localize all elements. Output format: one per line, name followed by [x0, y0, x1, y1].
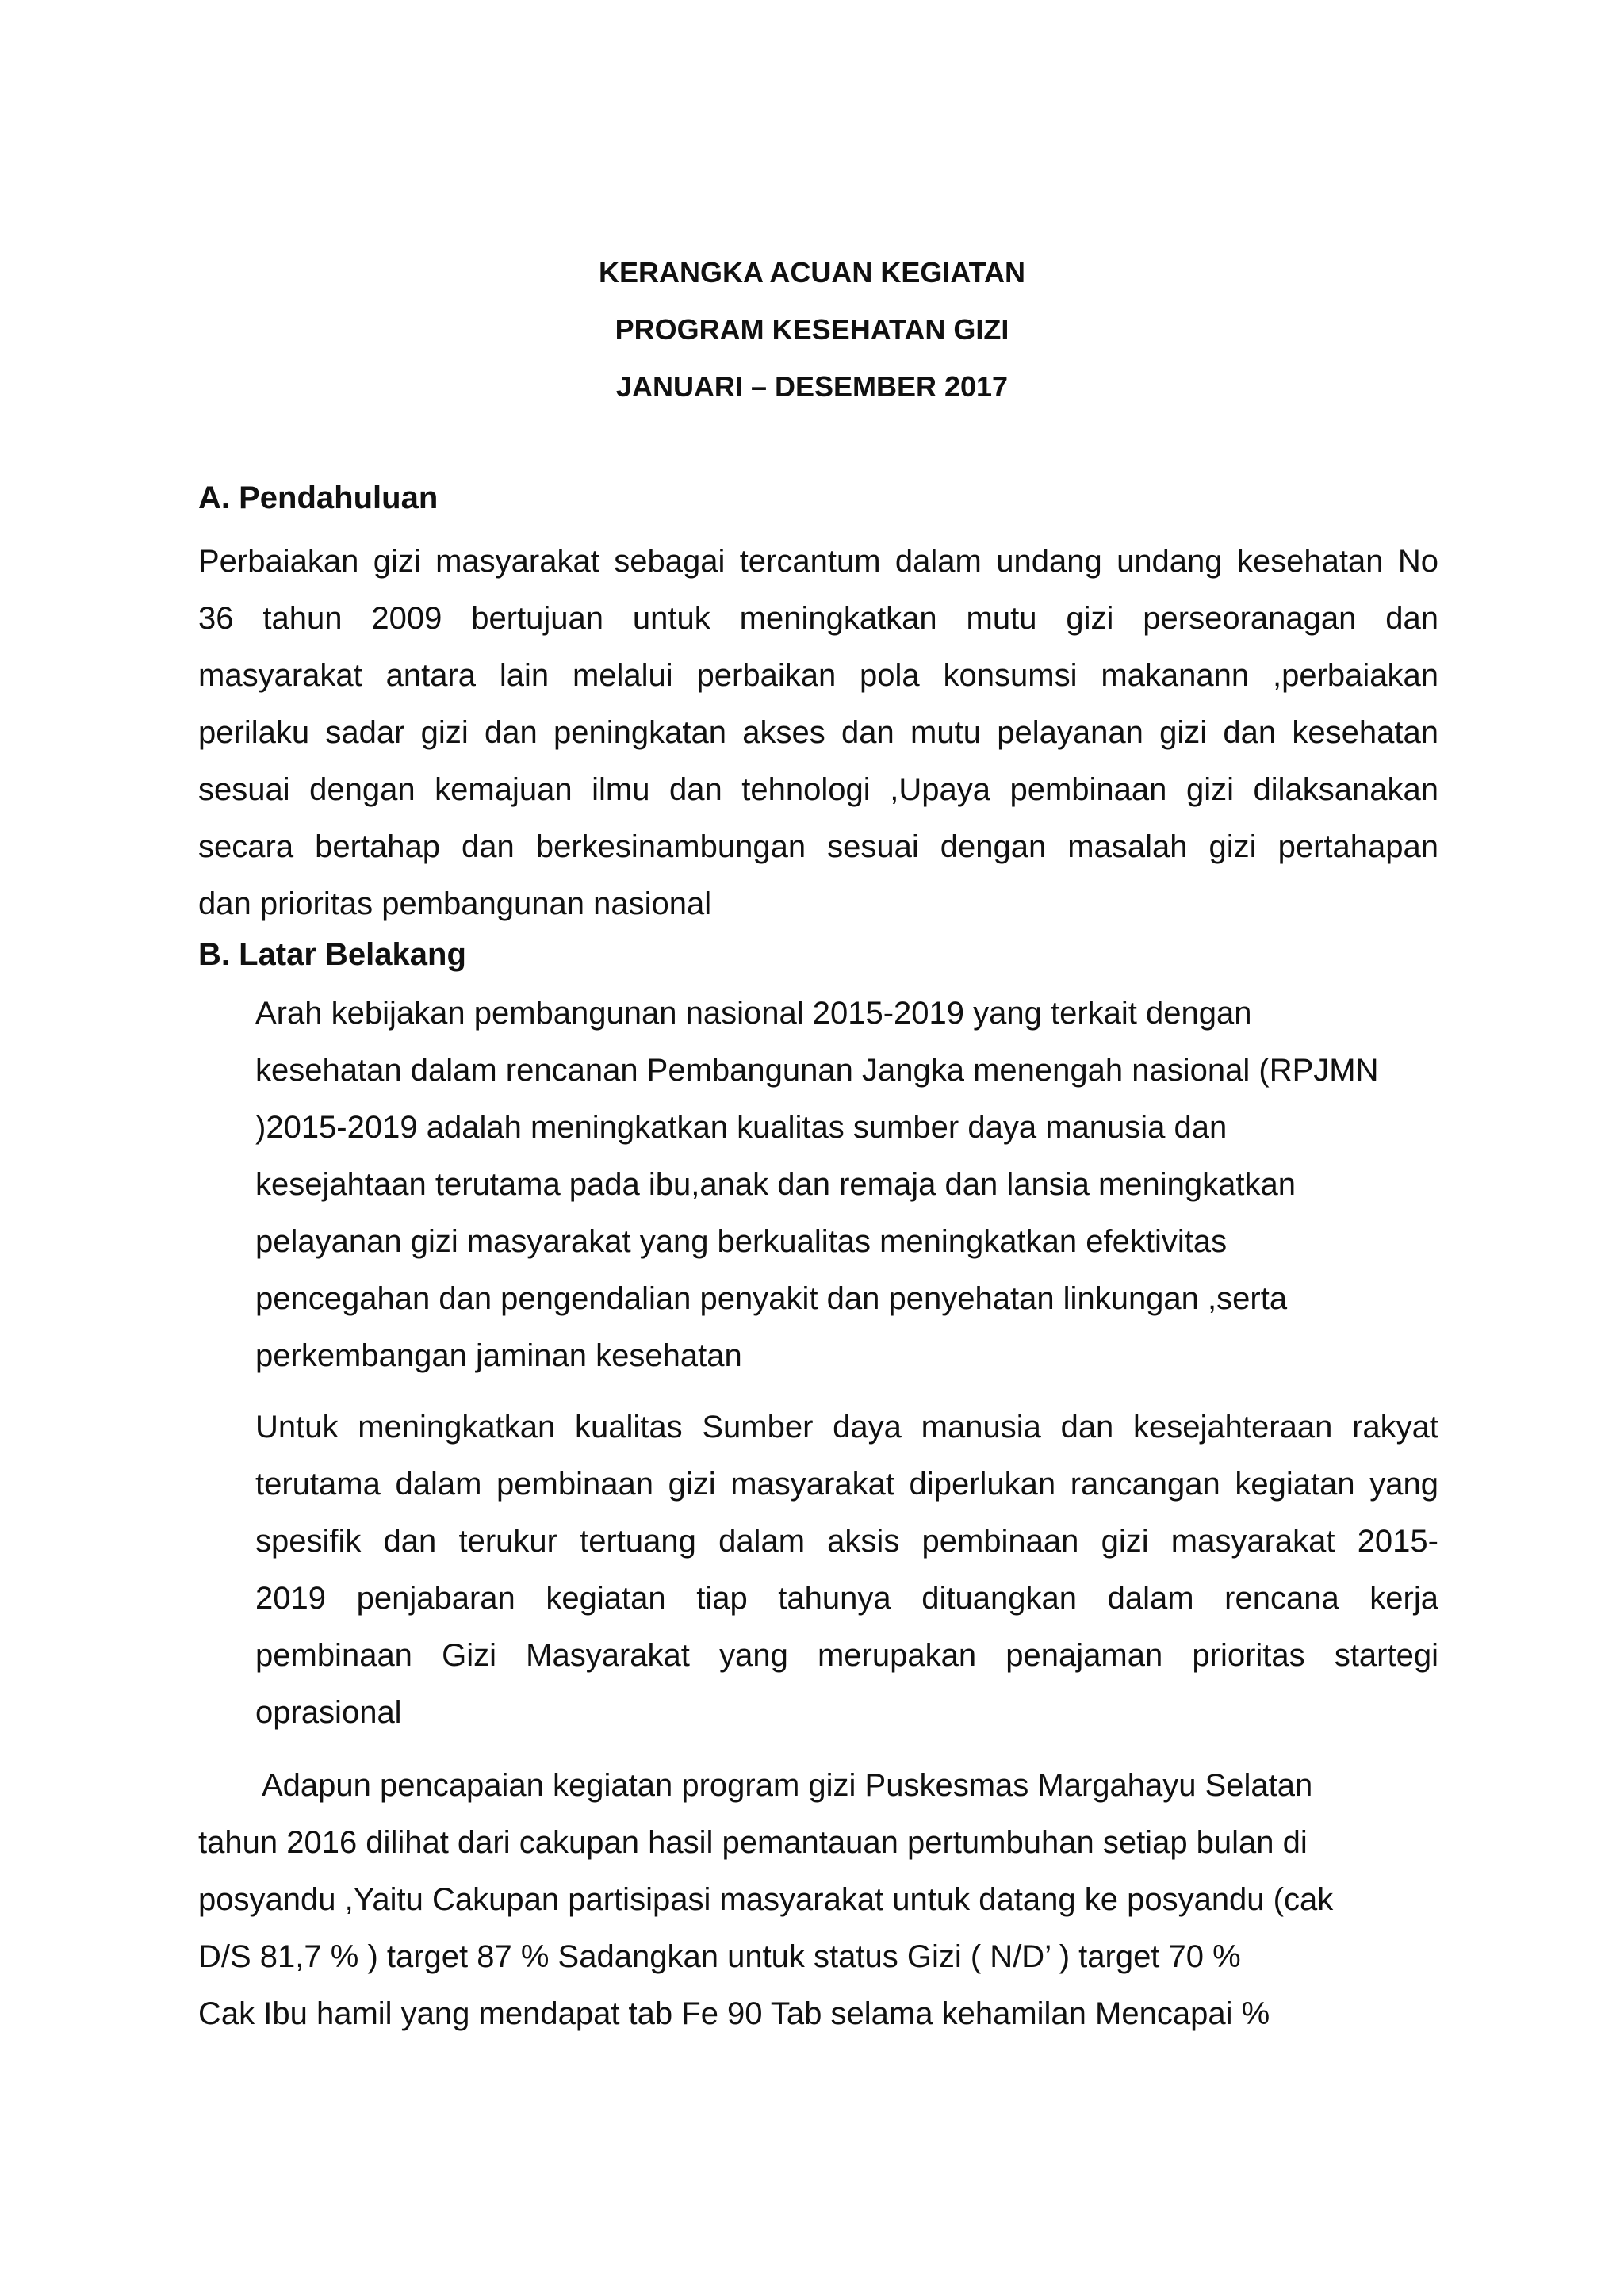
text-line: oprasional: [255, 1695, 402, 1730]
text-line: 2019 penjabaran kegiatan tiap tahunya dituangkan dalam rencana kerja: [255, 1581, 1438, 1616]
text-line: perkembangan jaminan kesehatan: [255, 1338, 742, 1373]
text-line: dan prioritas pembangunan nasional: [198, 886, 712, 921]
text-line: pembinaan Gizi Masyarakat yang merupakan penajaman prioritas startegi: [255, 1638, 1438, 1673]
text-line: terutama dalam pembinaan gizi masyarakat diperlukan rancangan kegiatan yang: [255, 1467, 1438, 1502]
text-line: )2015-2019 adalah meningkatkan kualitas sumber daya manusia dan: [255, 1110, 1228, 1145]
text-line: Arah kebijakan pembangunan nasional 2015-2019 yang terkait dengan: [255, 996, 1252, 1031]
section-a-heading: A. Pendahuluan: [198, 480, 439, 515]
section-b-paragraph-3: [198, 1757, 1419, 2042]
section-a-paragraph: [198, 533, 1438, 932]
text-line: Cak Ibu hamil yang mendapat tab Fe 90 Tab selama kehamilan Mencapai %: [198, 1996, 1270, 2031]
text-line: pencegahan dan pengendalian penyakit dan penyehatan linkungan ,serta: [255, 1281, 1288, 1316]
text-line: posyandu ,Yaitu Cakupan partisipasi masyarakat untuk datang ke posyandu (cak: [198, 1882, 1334, 1917]
text-line: masyarakat antara lain melalui perbaikan pola konsumsi makanann ,perbaiakan: [198, 658, 1438, 693]
text-line: 36 tahun 2009 bertujuan untuk meningkatkan mutu gizi perseoranagan dan: [198, 601, 1438, 636]
text-line: spesifik dan terukur tertuang dalam aksis pembinaan gizi masyarakat 2015-: [255, 1524, 1438, 1559]
text-line: Adapun pencapaian kegiatan program gizi Puskesmas Margahayu Selatan: [262, 1768, 1313, 1803]
text-line: tahun 2016 dilihat dari cakupan hasil pemantauan pertumbuhan setiap bulan di: [198, 1825, 1308, 1860]
text-line: Untuk meningkatkan kualitas Sumber daya manusia dan kesejahteraan rakyat: [255, 1410, 1438, 1445]
section-b-paragraph-2: [255, 1399, 1438, 1741]
text-line: kesehatan dalam rencanan Pembangunan Jangka menengah nasional (RPJMN: [255, 1053, 1379, 1088]
text-line: pelayanan gizi masyarakat yang berkualitas meningkatkan efektivitas: [255, 1224, 1228, 1259]
text-line: D/S 81,7 % ) target 87 % Sadangkan untuk status Gizi ( N/D’ ) target 70 %: [198, 1939, 1241, 1974]
section-b-heading: B. Latar Belakang: [198, 937, 466, 972]
text-line: sesuai dengan kemajuan ilmu dan tehnologi ,Upaya pembinaan gizi dilaksanakan: [198, 772, 1438, 807]
document-title-line-3: JANUARI – DESEMBER 2017: [615, 370, 1009, 403]
document-title-line-1: KERANGKA ACUAN KEGIATAN: [599, 256, 1025, 289]
document-title-line-2: PROGRAM KESEHATAN GIZI: [615, 313, 1009, 346]
text-line: perilaku sadar gizi dan peningkatan akses dan mutu pelayanan gizi dan kesehatan: [198, 715, 1438, 750]
text-line: Perbaiakan gizi masyarakat sebagai tercantum dalam undang undang kesehatan No: [198, 544, 1438, 579]
text-line: secara bertahap dan berkesinambungan sesuai dengan masalah gizi pertahapan: [198, 829, 1438, 864]
text-line: kesejahtaan terutama pada ibu,anak dan remaja dan lansia meningkatkan: [255, 1167, 1296, 1202]
section-b-paragraph-1: [255, 985, 1421, 1384]
